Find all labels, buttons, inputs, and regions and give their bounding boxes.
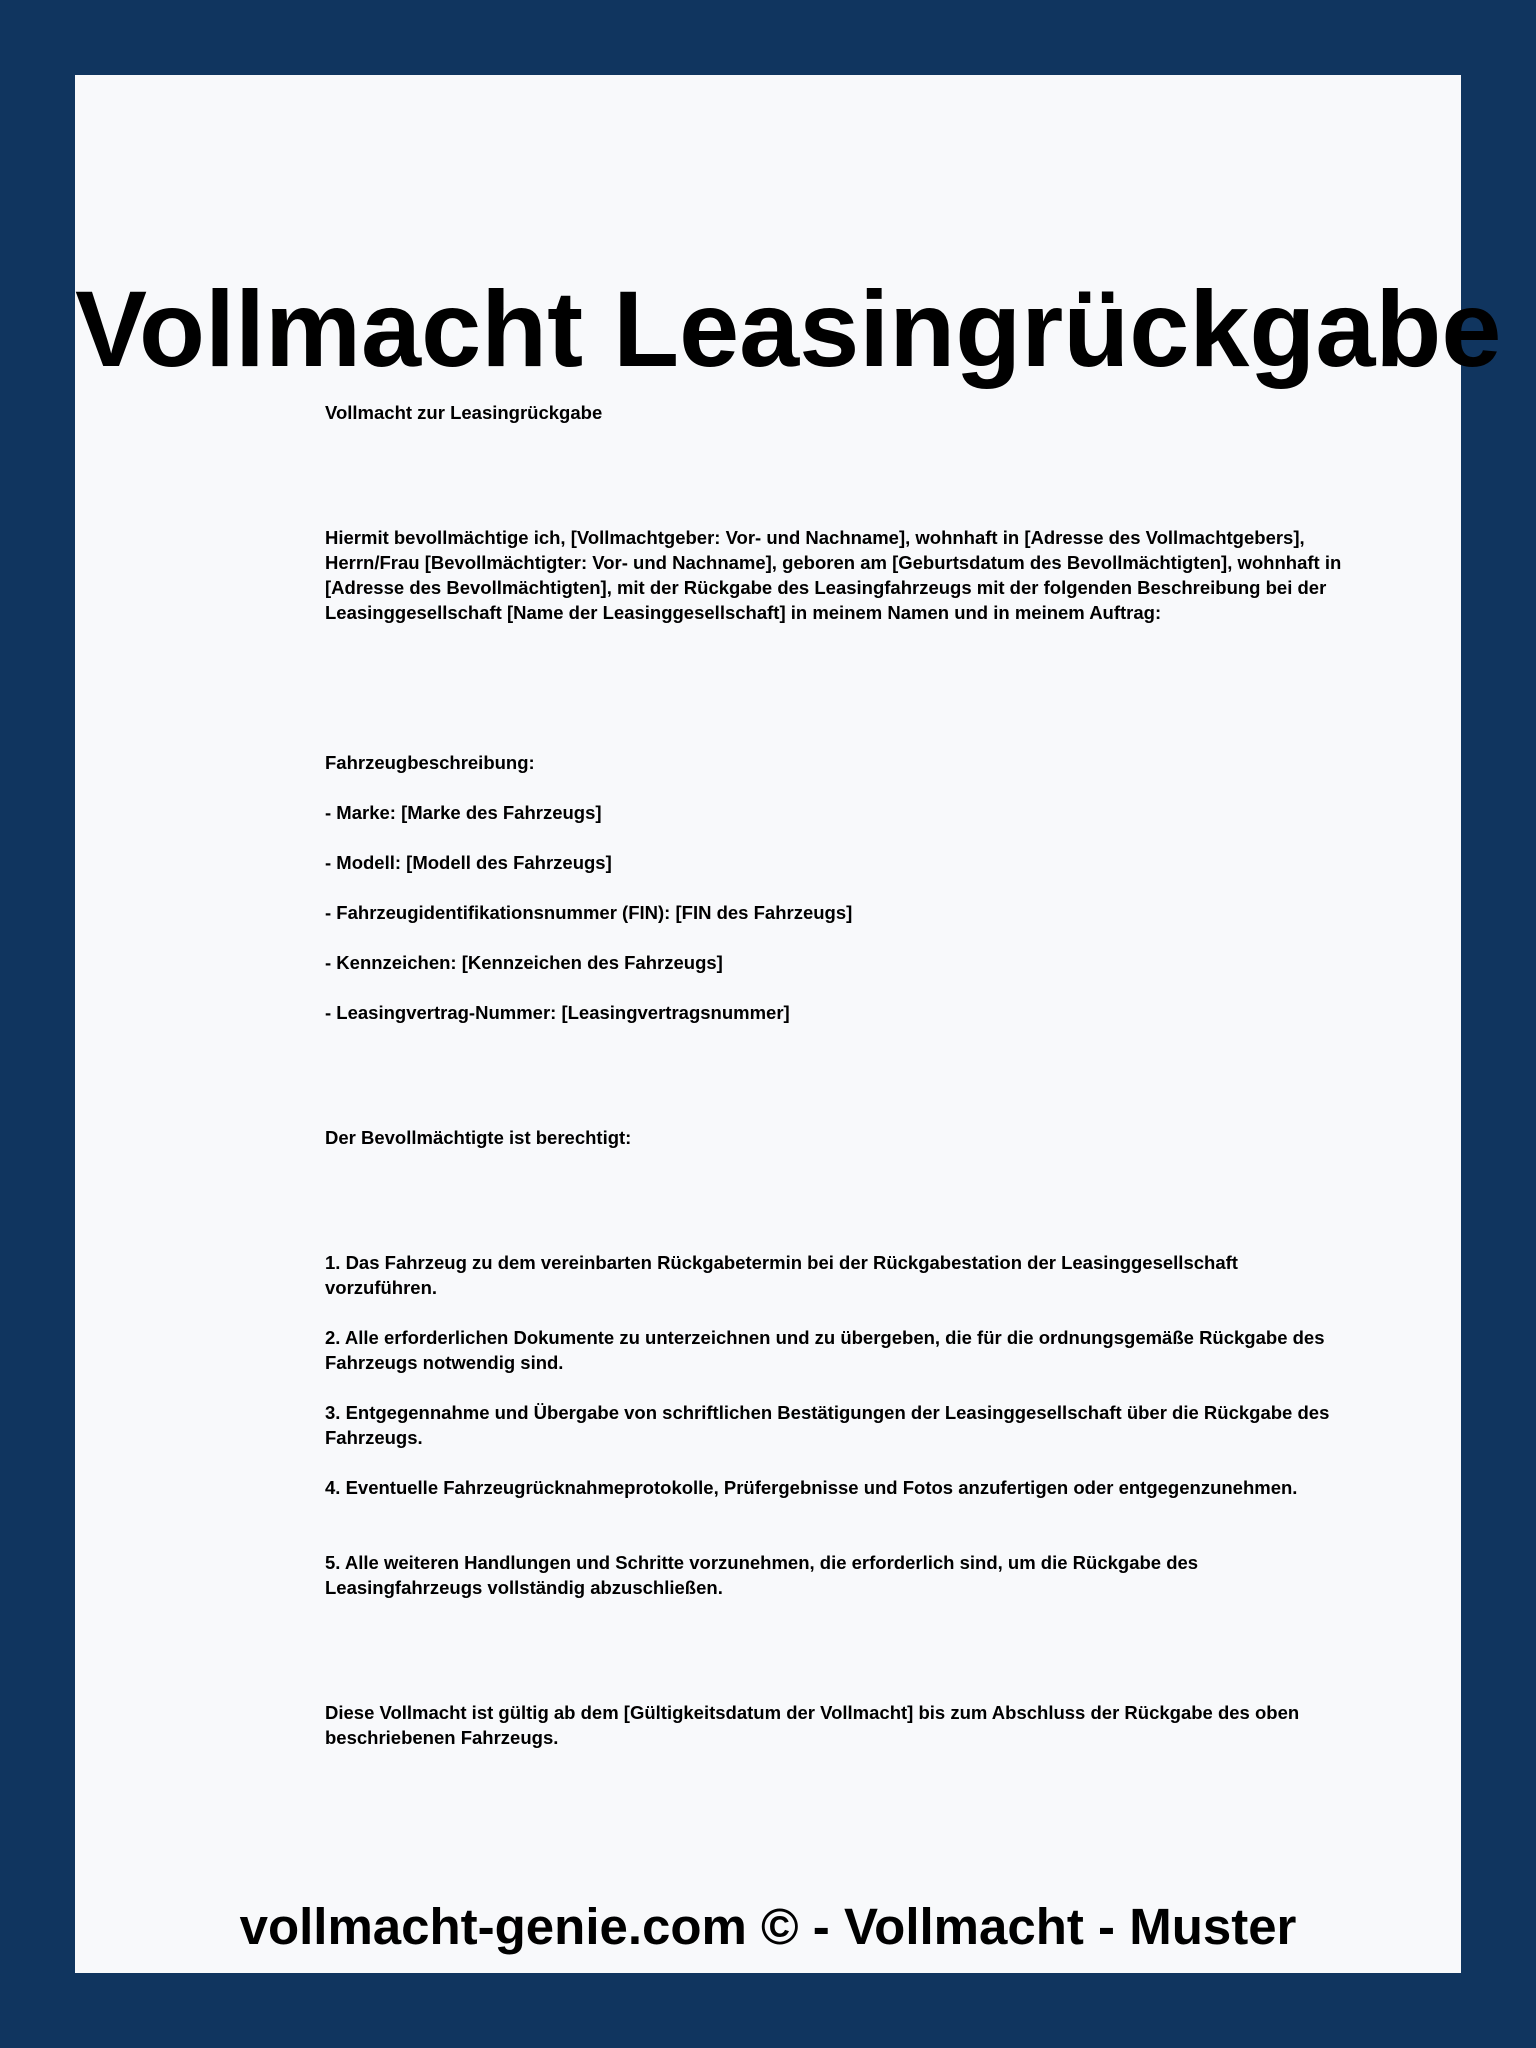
vehicle-heading: Fahrzeugbeschreibung: (325, 752, 535, 773)
validity-paragraph: Diese Vollmacht ist gültig ab dem [Gültigkeitsdatum der Vollmacht] bis zum Abschluss der Rückgabe des oben beschriebenen Fahrzeugs. (325, 1702, 1300, 1748)
vehicle-item-plate: - Kennzeichen: [Kennzeichen des Fahrzeugs] (325, 952, 723, 973)
vehicle-item-vin: - Fahrzeugidentifikationsnummer (FIN): [FIN des Fahrzeugs] (325, 902, 853, 923)
document-title: Vollmacht Leasingrückgabe (75, 268, 1502, 389)
authority-item-4: 4. Eventuelle Fahrzeugrücknahmeprotokolle, Prüfergebnisse und Fotos anzufertigen oder entgegenzunehmen. (325, 1477, 1298, 1498)
document-subtitle: Vollmacht zur Leasingrückgabe (325, 402, 603, 423)
authority-item-3: 3. Entgegennahme und Übergabe von schriftlichen Bestätigungen der Leasinggesellschaft über die Rückgabe des Fahrzeugs. (325, 1402, 1330, 1448)
authority-heading: Der Bevollmächtigte ist berechtigt: (325, 1127, 632, 1148)
vehicle-item-model: - Modell: [Modell des Fahrzeugs] (325, 852, 612, 873)
vehicle-item-brand: - Marke: [Marke des Fahrzeugs] (325, 802, 602, 823)
vehicle-item-contract: - Leasingvertrag-Nummer: [Leasingvertragsnummer] (325, 1002, 790, 1023)
intro-paragraph: Hiermit bevollmächtige ich, [Vollmachtgeber: Vor- und Nachname], wohnhaft in [Adresse des Vollmachtgebers], Herrn/Frau [Bevollmächtigter: Vor- und Nachname], geboren am [Geburtsdatum des Bevollmächtigten], wohnhaft in [Adresse des Bevollmächtigten], mit der Rückgabe des Leasingfahrzeugs mit der folgenden Beschreibung bei der Leasinggesellschaft [Name der Leasinggesellschaft] in meinem Namen und in meinem Auftrag: (325, 527, 1342, 623)
footer-watermark: vollmacht-genie.com © - Vollmacht - Muster (239, 1898, 1297, 1955)
authority-item-2: 2. Alle erforderlichen Dokumente zu unterzeichnen und zu übergeben, die für die ordnungsgemäße Rückgabe des Fahrzeugs notwendig sind. (325, 1327, 1325, 1373)
authority-item-5: 5. Alle weiteren Handlungen und Schritte vorzunehmen, die erforderlich sind, um die Rückgabe des Leasingfahrzeugs vollständig abzuschließen. (325, 1552, 1199, 1598)
authority-item-1: 1. Das Fahrzeug zu dem vereinbarten Rückgabetermin bei der Rückgabestation der Leasinggesellschaft vorzuführen. (325, 1252, 1238, 1298)
document-page (75, 75, 1502, 1973)
